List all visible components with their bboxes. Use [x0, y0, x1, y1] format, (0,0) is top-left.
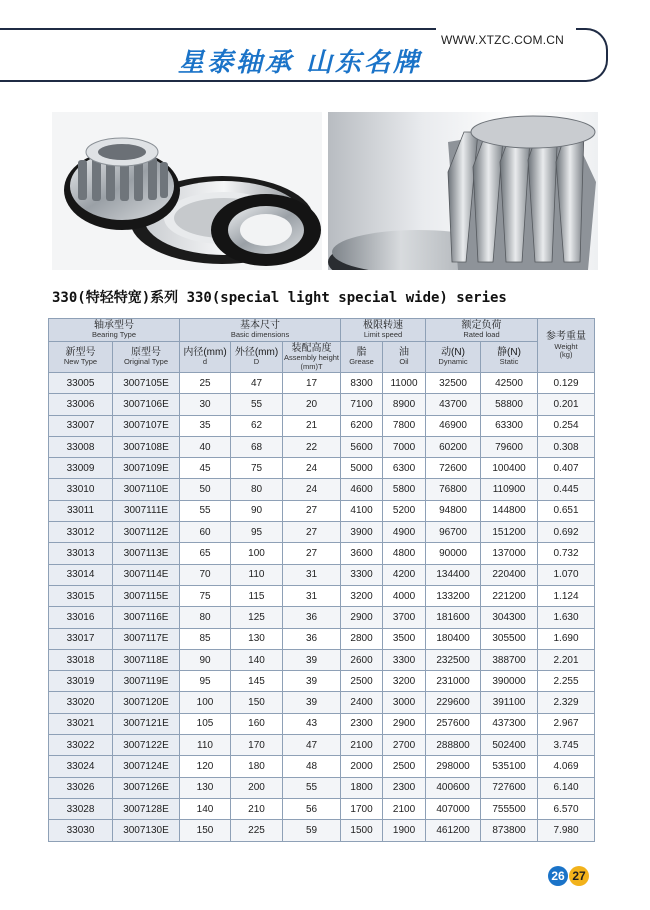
- cell-original-type: 3007118E: [113, 649, 180, 670]
- cell-outer-diameter: 180: [231, 756, 283, 777]
- cell-weight: 2.255: [538, 671, 595, 692]
- cell-weight: 0.129: [538, 373, 595, 394]
- cell-outer-diameter: 125: [231, 607, 283, 628]
- table-row: [49, 585, 595, 606]
- table-row: [49, 713, 595, 734]
- cell-grease-speed: 5600: [341, 436, 383, 457]
- cell-static-load: 144800: [481, 500, 538, 521]
- cell-weight: 6.570: [538, 798, 595, 819]
- table-row: [49, 500, 595, 521]
- header-weight: 参考重量 Weight (kg): [538, 319, 595, 373]
- header-limit-speed: 极限转速 Limit speed: [341, 319, 426, 342]
- cell-assembly-height: 21: [283, 415, 341, 436]
- cell-oil-speed: 3200: [383, 671, 426, 692]
- cell-outer-diameter: 75: [231, 458, 283, 479]
- cell-oil-speed: 2900: [383, 713, 426, 734]
- cell-inner-diameter: 30: [180, 394, 231, 415]
- cell-oil-speed: 8900: [383, 394, 426, 415]
- cell-grease-speed: 8300: [341, 373, 383, 394]
- cell-original-type: 3007108E: [113, 436, 180, 457]
- table-row: [49, 735, 595, 756]
- cell-static-load: 390000: [481, 671, 538, 692]
- cell-oil-speed: 2100: [383, 798, 426, 819]
- cell-oil-speed: 4800: [383, 543, 426, 564]
- cell-new-type: 33005: [49, 373, 113, 394]
- cell-original-type: 3007116E: [113, 607, 180, 628]
- cell-static-load: 502400: [481, 735, 538, 756]
- cell-new-type: 33010: [49, 479, 113, 500]
- cell-static-load: 873800: [481, 820, 538, 841]
- cell-inner-diameter: 90: [180, 649, 231, 670]
- header-static: 静(N) Static: [481, 342, 538, 373]
- spec-table-body: [49, 373, 595, 842]
- cell-inner-diameter: 120: [180, 756, 231, 777]
- cell-inner-diameter: 65: [180, 543, 231, 564]
- cell-dynamic-load: 46900: [426, 415, 481, 436]
- cell-oil-speed: 11000: [383, 373, 426, 394]
- bearing-photo-left: [52, 112, 322, 270]
- cell-grease-speed: 5000: [341, 458, 383, 479]
- cell-new-type: 33015: [49, 585, 113, 606]
- cell-static-load: 437300: [481, 713, 538, 734]
- cell-outer-diameter: 200: [231, 777, 283, 798]
- cell-original-type: 3007130E: [113, 820, 180, 841]
- cell-grease-speed: 2600: [341, 649, 383, 670]
- header-basic-dimensions: 基本尺寸 Basic dimensions: [180, 319, 341, 342]
- cell-static-load: 110900: [481, 479, 538, 500]
- cell-original-type: 3007121E: [113, 713, 180, 734]
- cell-assembly-height: 39: [283, 649, 341, 670]
- cell-grease-speed: 3200: [341, 585, 383, 606]
- cell-static-load: 220400: [481, 564, 538, 585]
- cell-weight: 0.445: [538, 479, 595, 500]
- cell-weight: 1.124: [538, 585, 595, 606]
- cell-grease-speed: 3900: [341, 522, 383, 543]
- cell-dynamic-load: 43700: [426, 394, 481, 415]
- cell-weight: 0.732: [538, 543, 595, 564]
- cell-dynamic-load: 133200: [426, 585, 481, 606]
- cell-dynamic-load: 461200: [426, 820, 481, 841]
- cell-assembly-height: 17: [283, 373, 341, 394]
- cell-outer-diameter: 95: [231, 522, 283, 543]
- cell-dynamic-load: 231000: [426, 671, 481, 692]
- table-row: [49, 649, 595, 670]
- cell-new-type: 33017: [49, 628, 113, 649]
- cell-oil-speed: 3000: [383, 692, 426, 713]
- cell-assembly-height: 24: [283, 458, 341, 479]
- table-row: [49, 394, 595, 415]
- cell-original-type: 3007119E: [113, 671, 180, 692]
- cell-weight: 0.692: [538, 522, 595, 543]
- table-row: [49, 522, 595, 543]
- cell-oil-speed: 6300: [383, 458, 426, 479]
- cell-oil-speed: 3700: [383, 607, 426, 628]
- cell-dynamic-load: 94800: [426, 500, 481, 521]
- table-row: [49, 564, 595, 585]
- table-row: [49, 756, 595, 777]
- cell-new-type: 33028: [49, 798, 113, 819]
- table-row: [49, 777, 595, 798]
- table-row: [49, 458, 595, 479]
- cell-static-load: 151200: [481, 522, 538, 543]
- cell-assembly-height: 39: [283, 671, 341, 692]
- cell-oil-speed: 3500: [383, 628, 426, 649]
- cell-grease-speed: 1500: [341, 820, 383, 841]
- cell-new-type: 33016: [49, 607, 113, 628]
- cell-outer-diameter: 150: [231, 692, 283, 713]
- cell-inner-diameter: 45: [180, 458, 231, 479]
- cell-new-type: 33014: [49, 564, 113, 585]
- header-new-type: 新型号 New Type: [49, 342, 113, 373]
- cell-original-type: 3007107E: [113, 415, 180, 436]
- header-original-type: 原型号 Original Type: [113, 342, 180, 373]
- cell-grease-speed: 6200: [341, 415, 383, 436]
- cell-oil-speed: 4200: [383, 564, 426, 585]
- cell-weight: 2.967: [538, 713, 595, 734]
- cell-oil-speed: 4900: [383, 522, 426, 543]
- cell-new-type: 33022: [49, 735, 113, 756]
- cell-oil-speed: 7000: [383, 436, 426, 457]
- cell-dynamic-load: 229600: [426, 692, 481, 713]
- cell-assembly-height: 36: [283, 607, 341, 628]
- cell-new-type: 33020: [49, 692, 113, 713]
- cell-inner-diameter: 95: [180, 671, 231, 692]
- cell-inner-diameter: 140: [180, 798, 231, 819]
- cell-inner-diameter: 105: [180, 713, 231, 734]
- cell-outer-diameter: 68: [231, 436, 283, 457]
- cell-inner-diameter: 80: [180, 607, 231, 628]
- cell-new-type: 33019: [49, 671, 113, 692]
- header-rated-load: 额定负荷 Rated load: [426, 319, 538, 342]
- cell-new-type: 33009: [49, 458, 113, 479]
- cell-oil-speed: 2300: [383, 777, 426, 798]
- cell-weight: 7.980: [538, 820, 595, 841]
- cell-new-type: 33018: [49, 649, 113, 670]
- cell-static-load: 535100: [481, 756, 538, 777]
- cell-static-load: 305500: [481, 628, 538, 649]
- cell-grease-speed: 2300: [341, 713, 383, 734]
- cell-static-load: 137000: [481, 543, 538, 564]
- cell-outer-diameter: 80: [231, 479, 283, 500]
- cell-weight: 6.140: [538, 777, 595, 798]
- cell-new-type: 33011: [49, 500, 113, 521]
- cell-oil-speed: 2500: [383, 756, 426, 777]
- cell-outer-diameter: 170: [231, 735, 283, 756]
- cell-weight: 3.745: [538, 735, 595, 756]
- cell-outer-diameter: 47: [231, 373, 283, 394]
- table-row: [49, 798, 595, 819]
- cell-weight: 1.630: [538, 607, 595, 628]
- cell-original-type: 3007111E: [113, 500, 180, 521]
- cell-original-type: 3007109E: [113, 458, 180, 479]
- cell-assembly-height: 27: [283, 522, 341, 543]
- cell-dynamic-load: 181600: [426, 607, 481, 628]
- cell-assembly-height: 48: [283, 756, 341, 777]
- cell-static-load: 391100: [481, 692, 538, 713]
- cell-outer-diameter: 55: [231, 394, 283, 415]
- header-inner-diameter: 内径(mm) d: [180, 342, 231, 373]
- header-bearing-type: 轴承型号 Bearing Type: [49, 319, 180, 342]
- cell-grease-speed: 2400: [341, 692, 383, 713]
- cell-inner-diameter: 85: [180, 628, 231, 649]
- cell-oil-speed: 7800: [383, 415, 426, 436]
- cell-original-type: 3007120E: [113, 692, 180, 713]
- cell-inner-diameter: 60: [180, 522, 231, 543]
- table-row: [49, 415, 595, 436]
- bearing-photo-right: [328, 112, 598, 270]
- cell-static-load: 58800: [481, 394, 538, 415]
- cell-original-type: 3007105E: [113, 373, 180, 394]
- cell-oil-speed: 1900: [383, 820, 426, 841]
- cell-outer-diameter: 140: [231, 649, 283, 670]
- cell-grease-speed: 2500: [341, 671, 383, 692]
- cell-inner-diameter: 25: [180, 373, 231, 394]
- cell-dynamic-load: 232500: [426, 649, 481, 670]
- table-row: [49, 671, 595, 692]
- cell-inner-diameter: 40: [180, 436, 231, 457]
- table-row: [49, 479, 595, 500]
- header-url[interactable]: WWW.XTZC.COM.CN: [441, 33, 564, 47]
- cell-dynamic-load: 76800: [426, 479, 481, 500]
- cell-grease-speed: 7100: [341, 394, 383, 415]
- cell-new-type: 33026: [49, 777, 113, 798]
- cell-new-type: 33012: [49, 522, 113, 543]
- page-number-right: 27: [569, 866, 589, 886]
- cell-grease-speed: 3300: [341, 564, 383, 585]
- header-outer-diameter: 外径(mm) D: [231, 342, 283, 373]
- cell-grease-speed: 4600: [341, 479, 383, 500]
- cell-dynamic-load: 407000: [426, 798, 481, 819]
- cell-original-type: 3007106E: [113, 394, 180, 415]
- cell-new-type: 33030: [49, 820, 113, 841]
- cell-outer-diameter: 210: [231, 798, 283, 819]
- cell-weight: 1.070: [538, 564, 595, 585]
- cell-weight: 0.651: [538, 500, 595, 521]
- cell-inner-diameter: 75: [180, 585, 231, 606]
- cell-weight: 0.254: [538, 415, 595, 436]
- cell-new-type: 33021: [49, 713, 113, 734]
- cell-oil-speed: 2700: [383, 735, 426, 756]
- cell-original-type: 3007115E: [113, 585, 180, 606]
- header-assembly-height: 装配高度 Assembly height (mm)T: [283, 342, 340, 371]
- table-row: [49, 692, 595, 713]
- bearing-spec-table: [48, 318, 595, 842]
- cell-assembly-height: 43: [283, 713, 341, 734]
- cell-dynamic-load: 180400: [426, 628, 481, 649]
- cell-inner-diameter: 70: [180, 564, 231, 585]
- table-row: [49, 373, 595, 394]
- cell-original-type: 3007114E: [113, 564, 180, 585]
- cell-grease-speed: 1700: [341, 798, 383, 819]
- cell-static-load: 755500: [481, 798, 538, 819]
- cell-dynamic-load: 60200: [426, 436, 481, 457]
- cell-static-load: 42500: [481, 373, 538, 394]
- cell-dynamic-load: 72600: [426, 458, 481, 479]
- cell-inner-diameter: 130: [180, 777, 231, 798]
- cell-weight: 0.308: [538, 436, 595, 457]
- cell-oil-speed: 5200: [383, 500, 426, 521]
- cell-assembly-height: 24: [283, 479, 341, 500]
- cell-grease-speed: 4100: [341, 500, 383, 521]
- cell-grease-speed: 2100: [341, 735, 383, 756]
- cell-oil-speed: 4000: [383, 585, 426, 606]
- cell-new-type: 33008: [49, 436, 113, 457]
- cell-weight: 2.329: [538, 692, 595, 713]
- cell-original-type: 3007122E: [113, 735, 180, 756]
- cell-assembly-height: 59: [283, 820, 341, 841]
- cell-static-load: 221200: [481, 585, 538, 606]
- table-row: [49, 543, 595, 564]
- header-dynamic: 动(N) Dynamic: [426, 342, 481, 373]
- cell-outer-diameter: 62: [231, 415, 283, 436]
- cell-outer-diameter: 130: [231, 628, 283, 649]
- cell-grease-speed: 3600: [341, 543, 383, 564]
- cell-outer-diameter: 110: [231, 564, 283, 585]
- table-row: [49, 436, 595, 457]
- cell-inner-diameter: 50: [180, 479, 231, 500]
- cell-grease-speed: 2900: [341, 607, 383, 628]
- cell-original-type: 3007128E: [113, 798, 180, 819]
- cell-original-type: 3007126E: [113, 777, 180, 798]
- cell-dynamic-load: 400600: [426, 777, 481, 798]
- cell-weight: 4.069: [538, 756, 595, 777]
- cell-assembly-height: 27: [283, 500, 341, 521]
- cell-original-type: 3007117E: [113, 628, 180, 649]
- cell-assembly-height: 20: [283, 394, 341, 415]
- cell-grease-speed: 2800: [341, 628, 383, 649]
- cell-static-load: 79600: [481, 436, 538, 457]
- cell-assembly-height: 56: [283, 798, 341, 819]
- cell-static-load: 727600: [481, 777, 538, 798]
- cell-assembly-height: 27: [283, 543, 341, 564]
- cell-outer-diameter: 115: [231, 585, 283, 606]
- header-grease: 脂 Grease: [341, 342, 383, 373]
- cell-outer-diameter: 145: [231, 671, 283, 692]
- cell-new-type: 33024: [49, 756, 113, 777]
- cell-weight: 2.201: [538, 649, 595, 670]
- cell-assembly-height: 31: [283, 564, 341, 585]
- cell-assembly-height: 22: [283, 436, 341, 457]
- table-row: [49, 820, 595, 841]
- cell-outer-diameter: 225: [231, 820, 283, 841]
- cell-new-type: 33006: [49, 394, 113, 415]
- cell-original-type: 3007113E: [113, 543, 180, 564]
- cell-inner-diameter: 150: [180, 820, 231, 841]
- cell-new-type: 33013: [49, 543, 113, 564]
- cell-weight: 0.407: [538, 458, 595, 479]
- cell-dynamic-load: 288800: [426, 735, 481, 756]
- cell-original-type: 3007124E: [113, 756, 180, 777]
- cell-dynamic-load: 134400: [426, 564, 481, 585]
- page-numbers: [548, 866, 589, 886]
- cell-outer-diameter: 160: [231, 713, 283, 734]
- cell-inner-diameter: 110: [180, 735, 231, 756]
- header-oil: 油 Oil: [383, 342, 426, 373]
- cell-dynamic-load: 257600: [426, 713, 481, 734]
- brand-slogan: 星泰轴承 山东名牌: [178, 48, 423, 78]
- cell-assembly-height: 36: [283, 628, 341, 649]
- table-row: [49, 607, 595, 628]
- page-number-left: 26: [548, 866, 568, 886]
- cell-original-type: 3007110E: [113, 479, 180, 500]
- cell-assembly-height: 31: [283, 585, 341, 606]
- cell-inner-diameter: 35: [180, 415, 231, 436]
- cell-dynamic-load: 96700: [426, 522, 481, 543]
- cell-grease-speed: 1800: [341, 777, 383, 798]
- cell-assembly-height: 55: [283, 777, 341, 798]
- cell-static-load: 388700: [481, 649, 538, 670]
- cell-new-type: 33007: [49, 415, 113, 436]
- cell-static-load: 304300: [481, 607, 538, 628]
- cell-assembly-height: 47: [283, 735, 341, 756]
- cell-outer-diameter: 90: [231, 500, 283, 521]
- cell-weight: 0.201: [538, 394, 595, 415]
- series-title: 330(特轻特宽)系列 330(special light special wide) series: [52, 290, 507, 306]
- cell-original-type: 3007112E: [113, 522, 180, 543]
- table-row: [49, 628, 595, 649]
- cell-dynamic-load: 90000: [426, 543, 481, 564]
- cell-static-load: 63300: [481, 415, 538, 436]
- cell-dynamic-load: 32500: [426, 373, 481, 394]
- cell-inner-diameter: 100: [180, 692, 231, 713]
- cell-grease-speed: 2000: [341, 756, 383, 777]
- cell-oil-speed: 5800: [383, 479, 426, 500]
- cell-assembly-height: 39: [283, 692, 341, 713]
- cell-dynamic-load: 298000: [426, 756, 481, 777]
- cell-oil-speed: 3300: [383, 649, 426, 670]
- cell-inner-diameter: 55: [180, 500, 231, 521]
- cell-static-load: 100400: [481, 458, 538, 479]
- cell-outer-diameter: 100: [231, 543, 283, 564]
- cell-weight: 1.690: [538, 628, 595, 649]
